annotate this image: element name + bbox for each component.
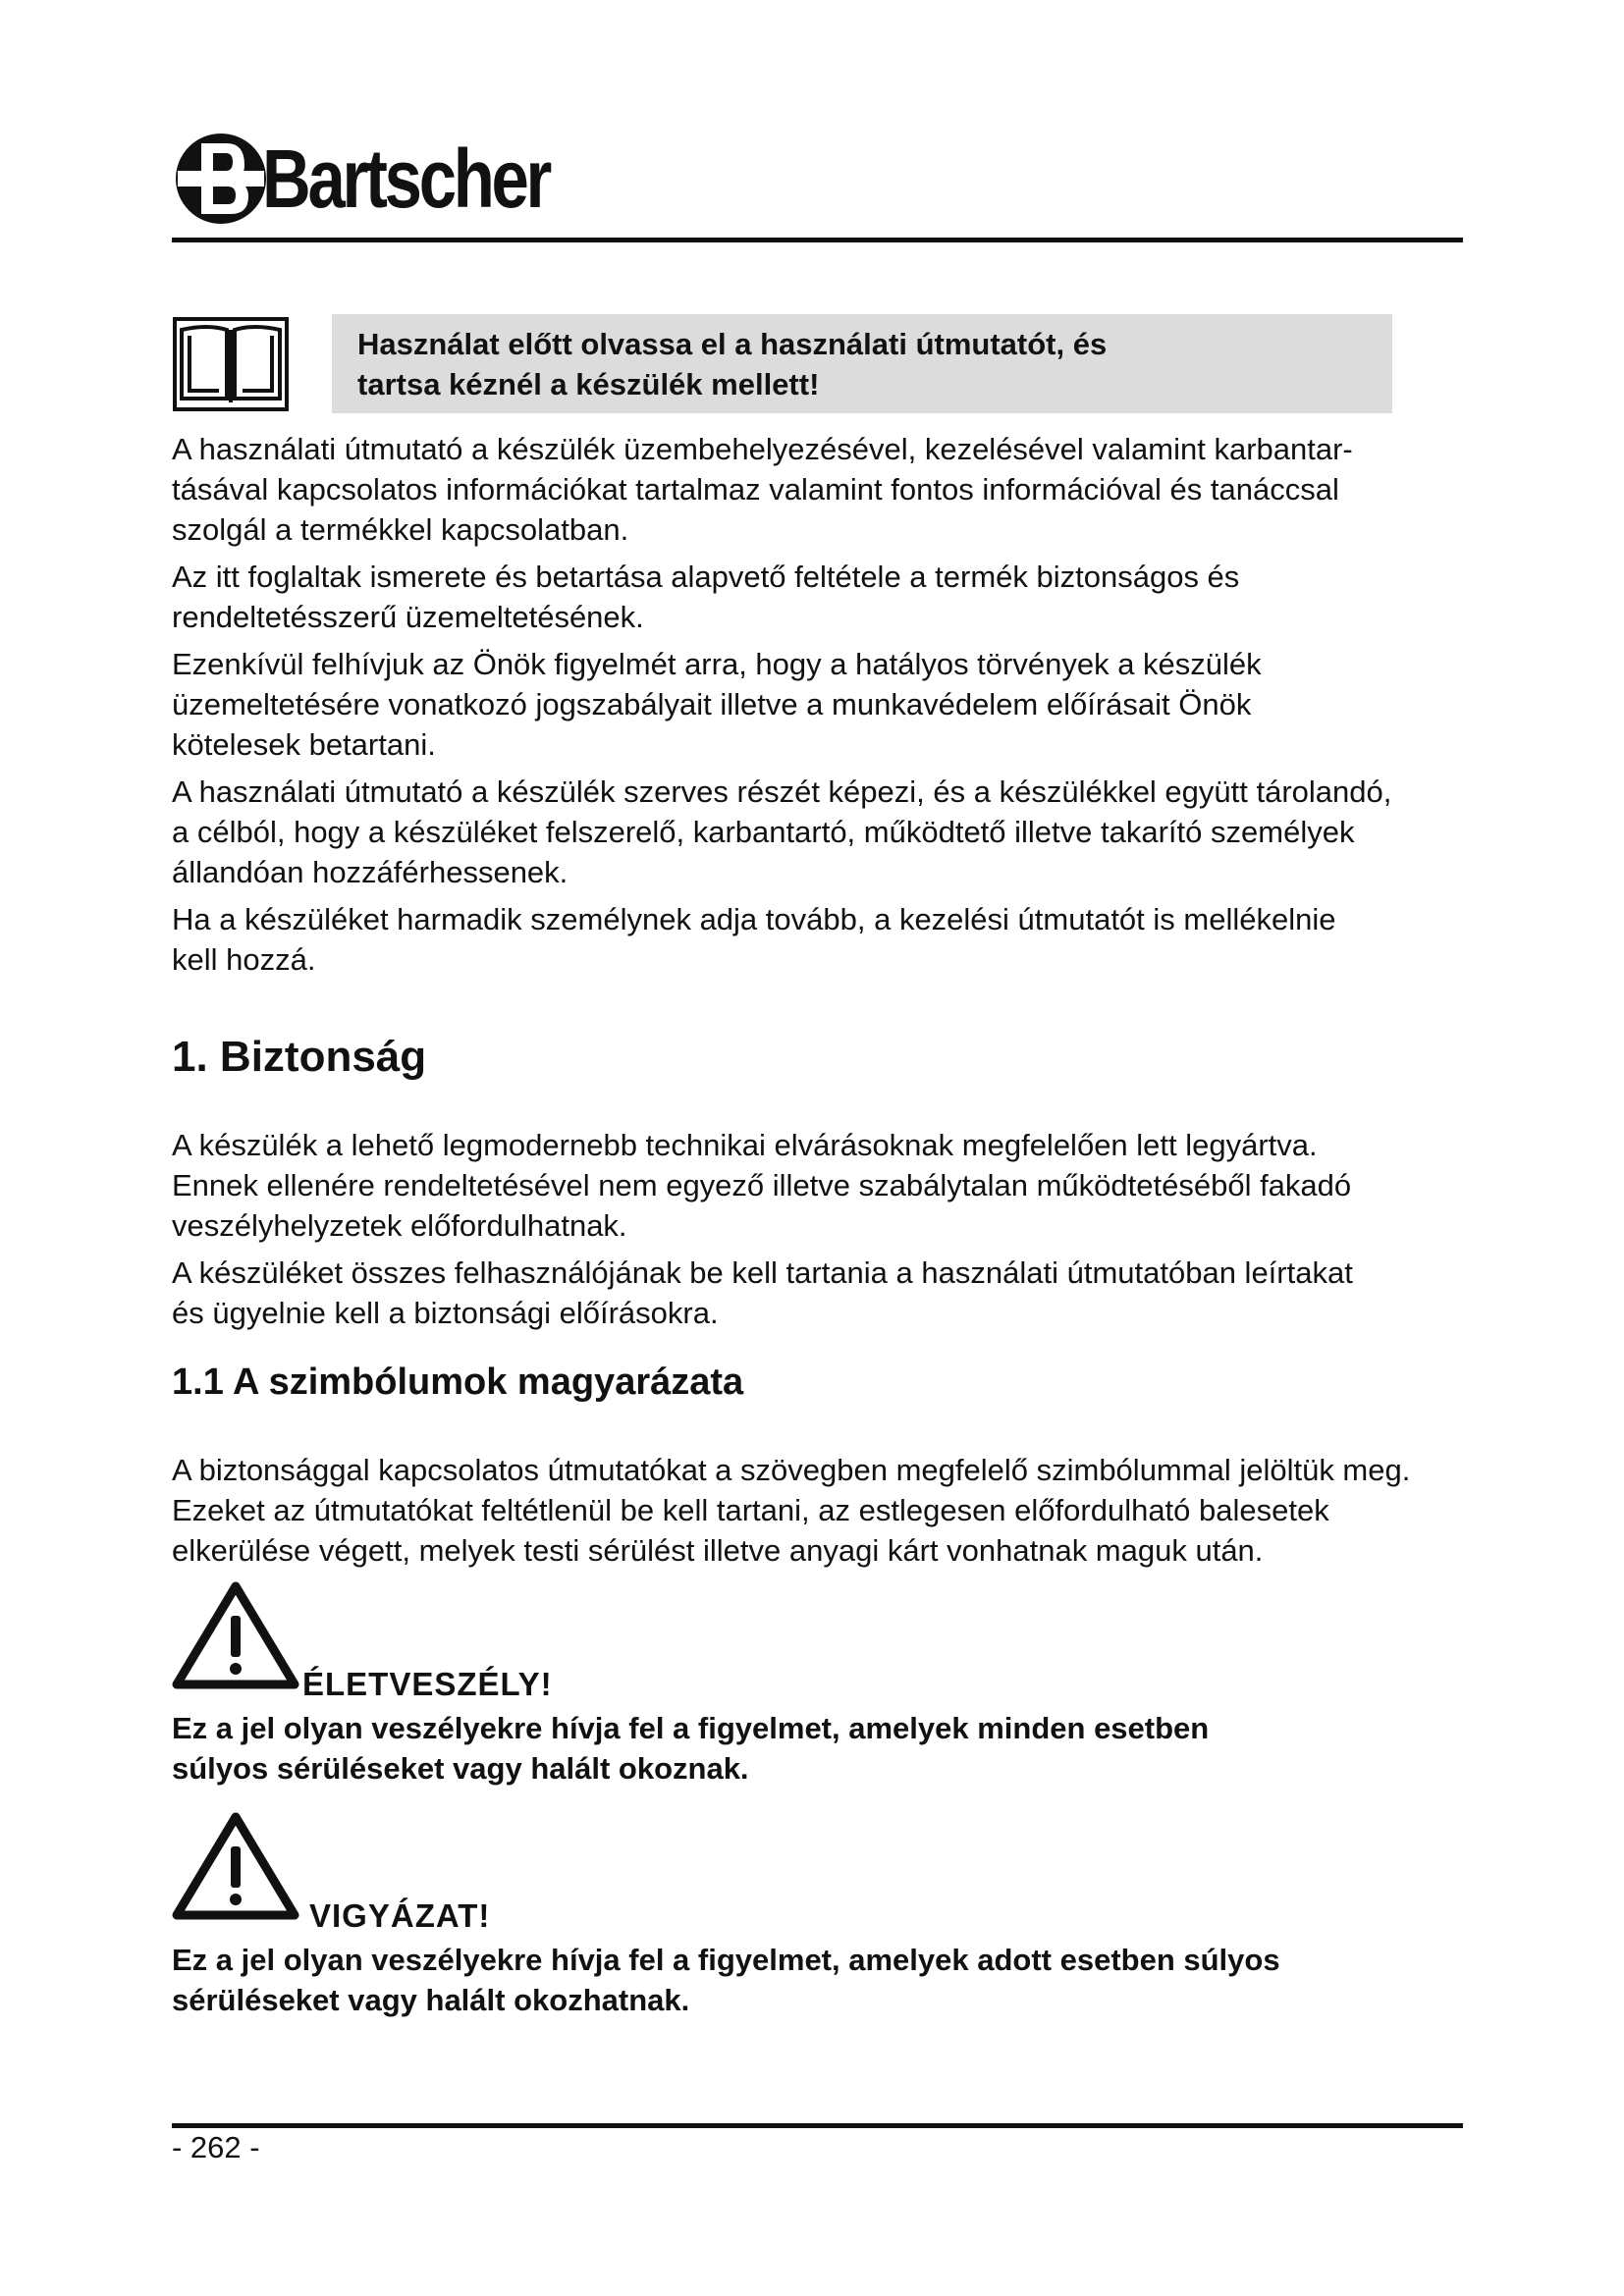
paragraph <box>172 644 1527 765</box>
text-line: tásával kapcsolatos információkat tartalmaz valamint fontos információval és tanáccsal <box>172 472 1339 507</box>
text-line: Az itt foglaltak ismerete és betartása alapvető feltétele a termék biztonságos és <box>172 560 1240 594</box>
text-line: sérüléseket vagy halált okozhatnak. <box>172 1983 690 2017</box>
paragraph <box>172 772 1527 892</box>
warning-text <box>172 1940 1527 2020</box>
section1-text <box>172 1125 1527 1340</box>
text-line: a célból, hogy a készüléket felszerelő, karbantartó, működtető illetve takarító személyek <box>172 815 1355 849</box>
text-line: üzemeltetésére vonatkozó jogszabályait illetve a munkavédelem előírásait Önök <box>172 687 1252 721</box>
brand-logo <box>172 130 612 228</box>
text-line: Ezeket az útmutatókat feltétlenül be kell tartani, az estlegesen előfordulható balesetek <box>172 1493 1329 1527</box>
text-line: rendeltetésszerű üzemeltetésének. <box>172 600 644 634</box>
warning-title: VIGYÁZAT! <box>309 1897 491 1934</box>
text-line: Ha a készüléket harmadik személynek adja tovább, a kezelési útmutatót is mellékelnie <box>172 902 1336 936</box>
paragraph <box>172 1450 1527 1571</box>
text-line: Ez a jel olyan veszélyekre hívja fel a figyelmet, amelyek minden esetben <box>172 1711 1210 1745</box>
open-book-icon <box>172 316 290 412</box>
warning-triangle-icon <box>172 1580 299 1690</box>
intro-text <box>172 429 1527 987</box>
brand-name: Bartscher <box>262 133 550 225</box>
paragraph <box>172 1253 1527 1333</box>
read-manual-notice <box>332 314 1392 413</box>
footer-divider <box>172 2123 1463 2128</box>
text-line: Ezenkívül felhívjuk az Önök figyelmét arra, hogy a hatályos törvények a készülék <box>172 647 1262 681</box>
paragraph <box>172 1125 1527 1246</box>
text-line: A készülék a lehető legmodernebb technikai elvárásoknak megfelelően lett legyártva. <box>172 1128 1318 1162</box>
warning-triangle-icon <box>172 1811 299 1921</box>
subsection-heading: 1.1 A szimbólumok magyarázata <box>172 1362 744 1403</box>
text-line: állandóan hozzáférhessenek. <box>172 855 568 889</box>
text-line: kell hozzá. <box>172 942 316 977</box>
notice-line: Használat előtt olvassa el a használati útmutatót, és <box>357 327 1108 361</box>
paragraph <box>172 429 1527 550</box>
text-line: szolgál a termékkel kapcsolatban. <box>172 512 629 547</box>
text-line: és ügyelnie kell a biztonsági előírásokra. <box>172 1296 719 1330</box>
paragraph <box>172 557 1527 637</box>
header-divider <box>172 238 1463 242</box>
text-line: veszélyhelyzetek előfordulhatnak. <box>172 1208 627 1243</box>
text-line: elkerülése végett, melyek testi sérülést illetve anyagi kárt vonhatnak maguk után. <box>172 1533 1264 1568</box>
paragraph <box>172 899 1527 980</box>
text-line: A biztonsággal kapcsolatos útmutatókat a szövegben megfelelő szimbólummal jelöltük meg. <box>172 1453 1411 1487</box>
page-number: - 262 - <box>172 2130 260 2164</box>
text-line: A használati útmutató a készülék üzembehelyezésével, kezelésével valamint karbantar- <box>172 432 1353 466</box>
text-line: A készüléket összes felhasználójának be kell tartania a használati útmutatóban leírtakat <box>172 1255 1353 1290</box>
notice-line: tartsa kéznél a készülék mellett! <box>357 367 820 401</box>
section1-1-text <box>172 1450 1527 1577</box>
text-line: kötelesek betartani. <box>172 727 436 762</box>
text-line: Ez a jel olyan veszélyekre hívja fel a figyelmet, amelyek adott esetben súlyos <box>172 1943 1280 1977</box>
section-heading: 1. Biztonság <box>172 1033 427 1081</box>
warning-title: ÉLETVESZÉLY! <box>302 1666 553 1702</box>
text-line: Ennek ellenére rendeltetésével nem egyező illetve szabálytalan működtetéséből fakadó <box>172 1168 1352 1202</box>
warning-text <box>172 1708 1527 1789</box>
text-line: súlyos sérüléseket vagy halált okoznak. <box>172 1751 749 1786</box>
text-line: A használati útmutató a készülék szerves részét képezi, és a készülékkel együtt tárolandó, <box>172 774 1392 809</box>
bartscher-b-icon <box>172 130 270 228</box>
